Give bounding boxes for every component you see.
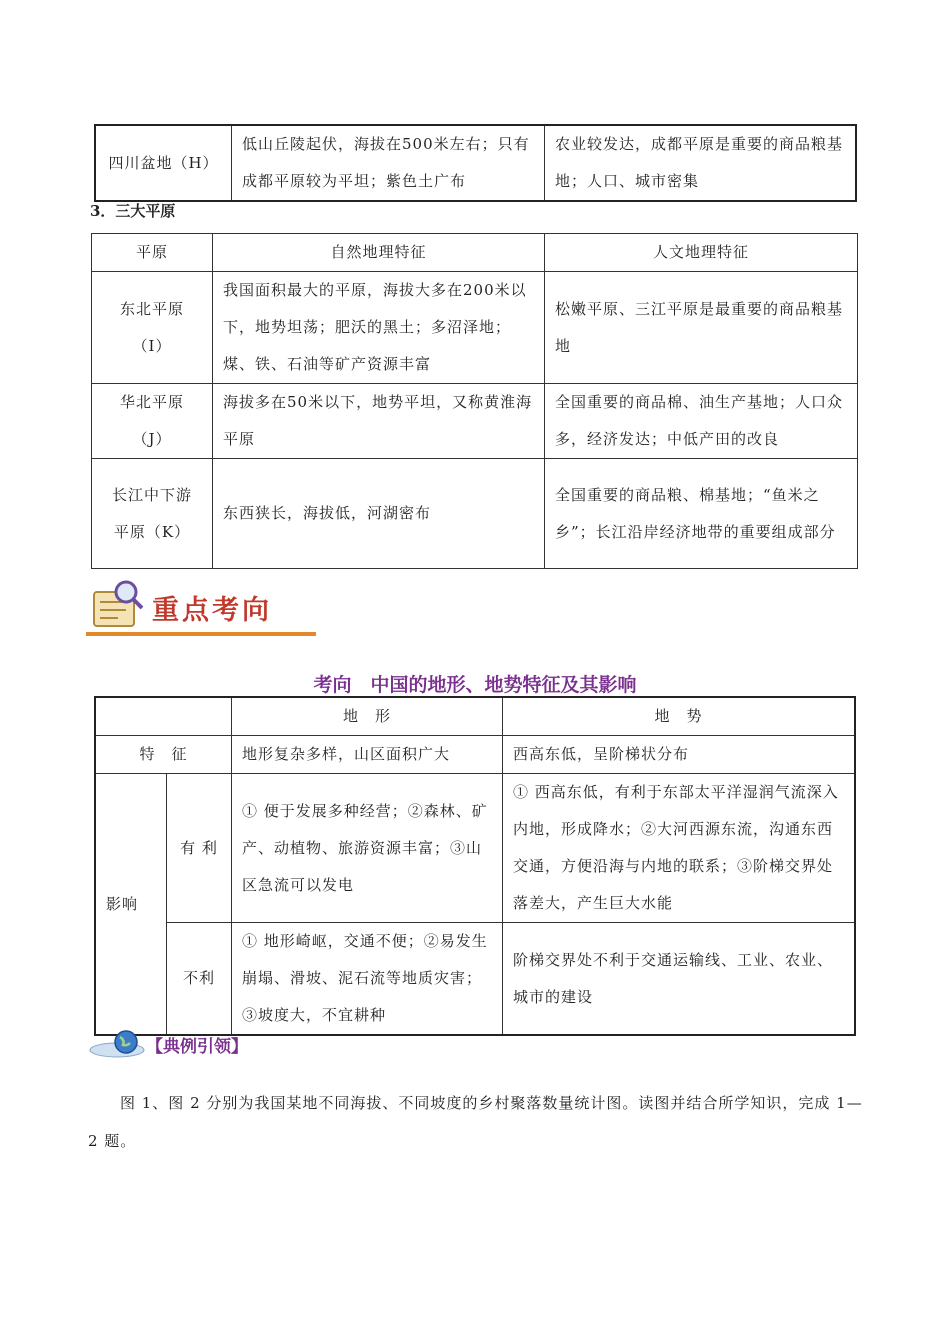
key-focus-banner xyxy=(86,578,316,636)
question-paragraph: 图 1、图 2 分别为我国某地不同海拔、不同坡度的乡村聚落数量统计图。读图并结合所学知识，完成 1—2 题。 xyxy=(88,1094,863,1150)
banner-underline xyxy=(86,632,316,636)
table-row xyxy=(92,384,858,459)
plain-natural: 东西狭长，海拔低，河湖密布 xyxy=(213,459,545,569)
header-natural: 自然地理特征 xyxy=(213,234,545,272)
banner-title: 重点考向 xyxy=(152,595,272,626)
good-label: 有 利 xyxy=(167,774,232,923)
globe-icon xyxy=(88,1028,146,1060)
plain-human: 全国重要的商品棉、油生产基地；人口众多，经济发达；中低产田的改良 xyxy=(545,384,858,459)
basin-human: 农业较发达，成都平原是重要的商品粮基地；人口、城市密集 xyxy=(545,125,857,201)
basin-natural: 低山丘陵起伏，海拔在500米左右；只有成都平原较为平坦；紫色土广布 xyxy=(232,125,545,201)
header-human: 人文地理特征 xyxy=(545,234,858,272)
plain-human: 松嫩平原、三江平原是最重要的商品粮基地 xyxy=(545,272,858,384)
plain-name: 华北平原 （J） xyxy=(92,384,213,459)
good-slope: ① 西高东低，有利于东部太平洋湿润气流深入内地，形成降水；②大河西源东流，沟通东西交通，方便沿海与内地的联系；③阶梯交界处落差大，产生巨大水能 xyxy=(503,774,856,923)
plain-name: 东北平原 （I） xyxy=(92,272,213,384)
feature-label: 特 征 xyxy=(95,736,232,774)
corner-cell xyxy=(95,697,232,736)
plains-heading: 3．三大平原 xyxy=(90,202,176,220)
table-row xyxy=(92,459,858,569)
plains-table xyxy=(91,233,858,569)
plain-human: 全国重要的商品粮、棉基地；“鱼米之乡”；长江沿岸经济地带的重要组成部分 xyxy=(545,459,858,569)
header-slope: 地 势 xyxy=(503,697,856,736)
good-terrain: ① 便于发展多种经营；②森林、矿产、动植物、旅游资源丰富；③山区急流可以发电 xyxy=(232,774,503,923)
header-terrain: 地 形 xyxy=(232,697,503,736)
terrain-impact-table xyxy=(94,696,856,1036)
table-row xyxy=(92,272,858,384)
feature-terrain: 地形复杂多样，山区面积广大 xyxy=(232,736,503,774)
feature-slope: 西高东低，呈阶梯状分布 xyxy=(503,736,856,774)
notepad-magnifier-icon xyxy=(88,578,148,632)
example-label: 【典例引领】 xyxy=(146,1037,248,1057)
bad-slope: 阶梯交界处不利于交通运输线、工业、农业、城市的建设 xyxy=(503,923,856,1036)
header-plain: 平原 xyxy=(92,234,213,272)
bad-label: 不利 xyxy=(167,923,232,1036)
sichuan-basin-table xyxy=(94,124,857,202)
basin-name: 四川盆地（H） xyxy=(95,125,232,201)
bad-terrain: ① 地形崎岖，交通不便；②易发生崩塌、滑坡、泥石流等地质灾害；③坡度大，不宜耕种 xyxy=(232,923,503,1036)
plain-natural: 我国面积最大的平原，海拔大多在200米以下，地势坦荡；肥沃的黑土；多沼泽地；煤、铁、石油等矿产资源丰富 xyxy=(213,272,545,384)
section-title: 考向 中国的地形、地势特征及其影响 xyxy=(313,674,637,696)
plain-name: 长江中下游 平原（K） xyxy=(92,459,213,569)
impact-label: 影响 xyxy=(95,774,167,1036)
plain-natural: 海拔多在50米以下，地势平坦，又称黄淮海平原 xyxy=(213,384,545,459)
